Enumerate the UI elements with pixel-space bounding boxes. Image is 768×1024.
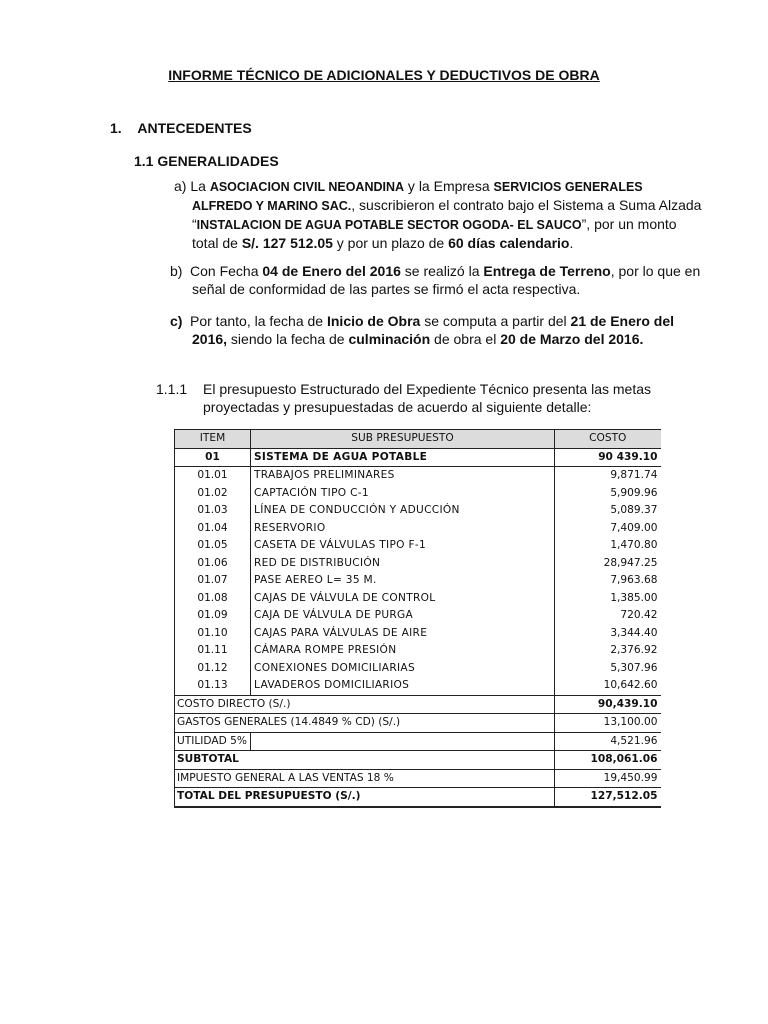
- column-header-costo: COSTO: [555, 430, 661, 449]
- start-label: Inicio de Obra: [326, 313, 421, 329]
- summary-cost: 19,450.99: [555, 769, 661, 788]
- item-cost: 7,409.00: [610, 521, 658, 534]
- summary-label: TOTAL DEL PRESUPUESTO (S/.): [175, 788, 555, 807]
- summary-cost: 90,439.10: [555, 695, 661, 714]
- text: señal de conformidad de las partes se firmó el acta respectiva.: [192, 281, 581, 297]
- item-code: 01.01: [175, 467, 251, 485]
- start-date: 21 de Enero del: [570, 313, 675, 329]
- table-row: [175, 642, 661, 660]
- item-name: CASETA DE VÁLVULAS TIPO F-1: [251, 537, 555, 555]
- table-row: [175, 537, 661, 555]
- section-heading-antecedentes: [110, 120, 252, 136]
- empty-cell: [251, 732, 555, 751]
- table-header-row: [175, 430, 661, 449]
- item-name: CAJAS PARA VÁLVULAS DE AIRE: [251, 625, 555, 643]
- summary-row: [175, 714, 661, 733]
- item-name: SISTEMA DE AGUA POTABLE: [251, 448, 555, 467]
- paragraph-b: [170, 262, 700, 298]
- summary-label: IMPUESTO GENERAL A LAS VENTAS 18 %: [175, 769, 555, 788]
- document-title: INFORME TÉCNICO DE ADICIONALES Y DEDUCTIVOS DE OBRA: [168, 67, 600, 83]
- contractor-name-cont: ALFREDO Y MARINO SAC.: [192, 199, 352, 213]
- text: total de: [192, 235, 242, 251]
- text: y la Empresa: [404, 178, 494, 194]
- table-row: [175, 625, 661, 643]
- item-name: CONEXIONES DOMICILIARIAS: [251, 660, 555, 678]
- paragraph-c: [170, 312, 674, 348]
- subsection-number: 1.1.1: [156, 381, 188, 397]
- item-name: TRABAJOS PRELIMINARES: [251, 467, 555, 485]
- subsection-line: proyectadas y presupuestadas de acuerdo al siguiente detalle:: [203, 399, 592, 415]
- subsection-heading-generalidades: 1.1 GENERALIDADES: [134, 153, 279, 169]
- table-row: [175, 677, 661, 695]
- subsection-line: El presupuesto Estructurado del Expediente Técnico presenta las metas: [203, 381, 651, 397]
- paragraph-marker: b): [170, 263, 183, 279]
- text: siendo la fecha de: [227, 331, 349, 347]
- contractor-name: SERVICIOS GENERALES: [493, 180, 643, 194]
- table-row: [175, 555, 661, 573]
- text: de obra el: [430, 331, 501, 347]
- item-cost: 5,089.37: [610, 504, 658, 516]
- item-code: 01: [175, 448, 251, 467]
- table-row: [175, 467, 661, 485]
- paragraph-marker: a): [174, 178, 187, 194]
- item-code: 01.10: [175, 625, 251, 643]
- summary-cost: 13,100.00: [555, 714, 661, 733]
- column-header-item: ITEM: [175, 430, 251, 449]
- table-row-main: [175, 448, 661, 467]
- paragraph-a: [174, 177, 701, 252]
- text: , suscribieron el contrato bajo el Sistema a Suma Alzada: [351, 197, 702, 213]
- table-row: [175, 520, 661, 538]
- section-title: ANTECEDENTES: [137, 120, 252, 136]
- table-row: [175, 607, 661, 625]
- summary-row: [175, 769, 661, 788]
- item-name: LÍNEA DE CONDUCCIÓN Y ADUCCIÓN: [251, 502, 555, 520]
- text: Con Fecha: [190, 263, 263, 279]
- project-name: INSTALACION DE AGUA POTABLE SECTOR OGODA- EL SAUCO: [196, 218, 582, 232]
- item-cost: 720.42: [620, 609, 658, 621]
- item-code: 01.09: [175, 607, 251, 625]
- text: La: [186, 178, 210, 194]
- contract-amount: S/. 127 512.05: [241, 235, 333, 251]
- item-name: RED DE DISTRIBUCIÓN: [251, 555, 555, 573]
- table-row: [175, 660, 661, 678]
- end-label: culminación: [348, 331, 431, 347]
- item-code: 01.06: [175, 555, 251, 573]
- summary-cost: 127,512.05: [555, 788, 661, 807]
- text: se realizó la: [400, 263, 484, 279]
- table-row: [175, 572, 661, 590]
- item-cost: 2,376.92: [610, 644, 658, 656]
- text: .: [569, 235, 574, 251]
- end-date: 20 de Marzo del 2016.: [500, 331, 644, 347]
- item-cost: 10,642.60: [555, 677, 661, 695]
- text: y por un plazo de: [332, 235, 449, 251]
- item-name: PASE AEREO L= 35 M.: [251, 572, 555, 590]
- summary-cost: 108,061.06: [555, 751, 661, 770]
- item-name: CAJAS DE VÁLVULA DE CONTROL: [251, 590, 555, 608]
- column-header-subpresupuesto: SUB PRESUPUESTO: [251, 430, 555, 449]
- item-code: 01.03: [175, 502, 251, 520]
- item-cost: 1,385.00: [610, 591, 658, 604]
- summary-cost: 4,521.96: [555, 732, 661, 751]
- item-code: 01.12: [175, 660, 251, 678]
- item-code: 01.05: [175, 537, 251, 555]
- item-cost: 3,344.40: [610, 626, 658, 639]
- item-code: 01.07: [175, 572, 251, 590]
- item-code: 01.08: [175, 590, 251, 608]
- text: Por tanto, la fecha de: [190, 313, 327, 329]
- item-cost: 1,470.80: [610, 539, 658, 551]
- item-code: 01.04: [175, 520, 251, 538]
- summary-label: GASTOS GENERALES (14.4849 % CD) (S/.): [175, 714, 555, 733]
- summary-label: UTILIDAD 5%: [175, 732, 251, 751]
- item-name: CAJA DE VÁLVULA DE PURGA: [251, 607, 555, 625]
- section-number: 1.: [110, 120, 122, 136]
- contract-term: 60 días calendario: [448, 235, 570, 251]
- item-cost: 9,871.74: [610, 469, 658, 481]
- summary-row: [175, 751, 661, 770]
- table-row: [175, 502, 661, 520]
- table-row: [175, 590, 661, 608]
- summary-row: [175, 788, 661, 807]
- paragraph-marker: c): [170, 313, 183, 329]
- summary-row: [175, 732, 661, 751]
- text: se computa a partir del: [420, 313, 571, 329]
- text: “: [192, 216, 197, 232]
- summary-label: SUBTOTAL: [175, 751, 555, 770]
- table-row: [175, 485, 661, 503]
- item-code: 01.11: [175, 642, 251, 660]
- item-cost: 7,963.68: [610, 574, 658, 586]
- text: ”, por un monto: [581, 216, 677, 232]
- item-name: RESERVORIO: [251, 520, 555, 538]
- delivery-date: 04 de Enero del 2016: [262, 263, 401, 279]
- item-name: LAVADEROS DOMICILIARIOS: [251, 677, 555, 695]
- delivery-label: Entrega de Terreno: [483, 263, 611, 279]
- budget-table: [174, 429, 661, 808]
- item-cost: 90 439.10: [555, 448, 661, 467]
- item-name: CÁMARA ROMPE PRESIÓN: [251, 642, 555, 660]
- item-code: 01.13: [175, 677, 251, 695]
- start-date-cont: 2016,: [192, 331, 228, 347]
- item-name: CAPTACIÓN TIPO C-1: [251, 485, 555, 503]
- text: , por lo que en: [610, 263, 701, 279]
- item-cost: 5,307.96: [610, 661, 658, 674]
- item-cost: 28,947.25: [603, 556, 658, 569]
- item-code: 01.02: [175, 485, 251, 503]
- company-name: ASOCIACION CIVIL NEOANDINA: [209, 180, 405, 194]
- summary-label: COSTO DIRECTO (S/.): [175, 695, 555, 714]
- item-cost: 5,909.96: [610, 486, 658, 499]
- summary-row: [175, 695, 661, 714]
